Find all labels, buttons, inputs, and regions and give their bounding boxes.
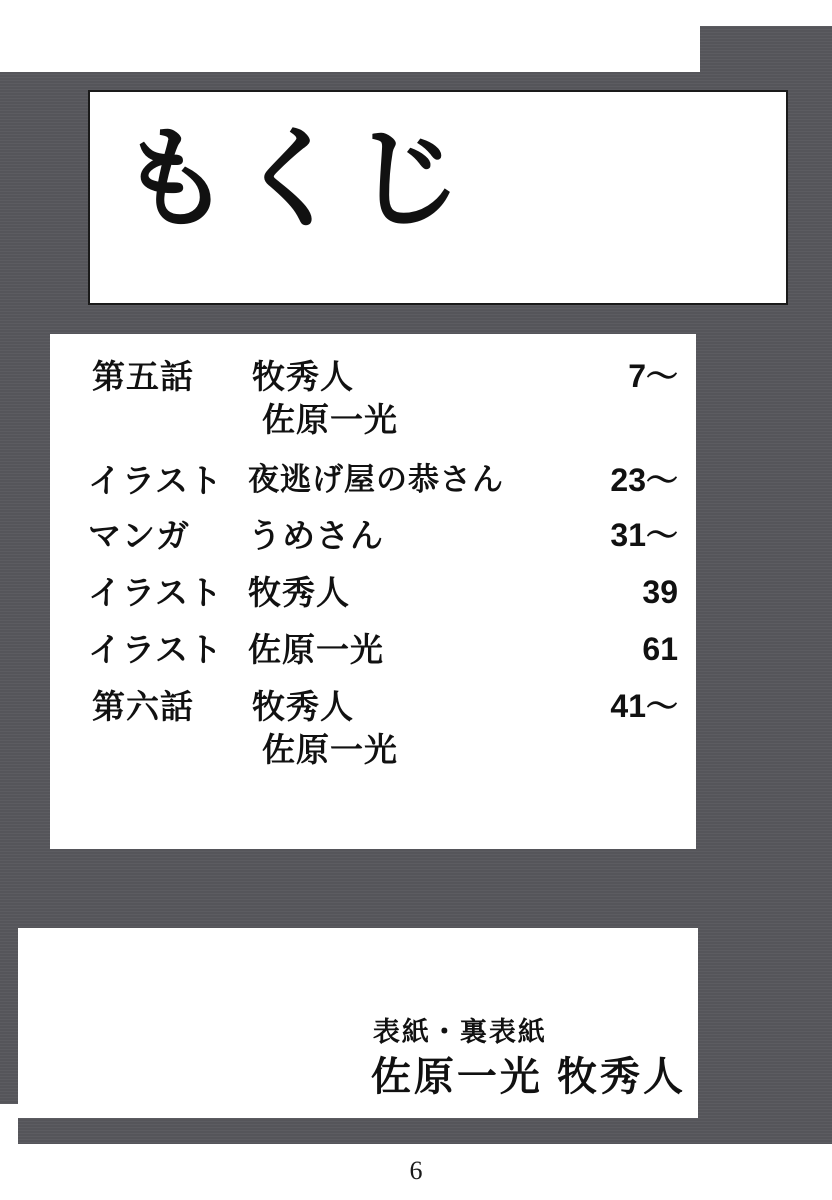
toc-page-number: 7〜	[628, 358, 678, 394]
toc-authors	[240, 629, 568, 672]
list-item	[88, 686, 678, 772]
list-item	[88, 356, 678, 442]
page-title: もくじ	[120, 118, 468, 241]
toc-list	[88, 356, 678, 790]
list-item	[88, 515, 678, 558]
toc-authors	[240, 460, 568, 500]
credits-block	[18, 928, 698, 1118]
list-item	[88, 460, 678, 502]
toc-page-number: 41〜	[610, 688, 678, 725]
toc-page-number: 39	[642, 574, 678, 611]
toc-author-primary: うめさん	[248, 517, 384, 555]
right-margin	[700, 0, 832, 26]
toc-author-primary: 牧秀人	[248, 574, 350, 612]
toc-author-secondary: 佐原一光	[262, 400, 398, 438]
toc-author-primary: 牧秀人	[252, 688, 354, 726]
credits-label: 表紙・裏表紙	[372, 1016, 547, 1047]
toc-author-primary: 牧秀人	[252, 358, 354, 395]
toc-author-primary: 夜逃げ屋の恭さん	[248, 461, 504, 497]
toc-kind: イラスト	[88, 574, 224, 612]
toc-authors	[244, 686, 568, 772]
toc-kind: イラスト	[88, 631, 224, 669]
credits-inner	[371, 1016, 686, 1100]
toc-kind: マンガ	[88, 517, 190, 555]
toc-page-number: 31〜	[610, 517, 678, 554]
title-block	[88, 90, 788, 305]
toc-authors	[244, 356, 568, 442]
toc-authors	[240, 572, 568, 615]
toc-page-number: 23〜	[610, 461, 678, 498]
list-item	[88, 572, 678, 615]
toc-kind: イラスト	[88, 461, 224, 499]
toc-author-secondary: 佐原一光	[262, 730, 398, 768]
toc-author-primary: 佐原一光	[248, 631, 384, 669]
top-margin	[0, 0, 700, 72]
toc-kind: 第五話	[92, 358, 194, 395]
list-item	[88, 629, 678, 672]
left-margin	[0, 1104, 18, 1144]
toc-page-number: 61	[642, 631, 678, 668]
credits-names: 佐原一光 牧秀人	[370, 1055, 686, 1099]
page-number: 6	[409, 1156, 423, 1185]
table-of-contents	[50, 334, 696, 849]
toc-kind: 第六話	[92, 688, 194, 726]
toc-authors	[240, 515, 568, 558]
